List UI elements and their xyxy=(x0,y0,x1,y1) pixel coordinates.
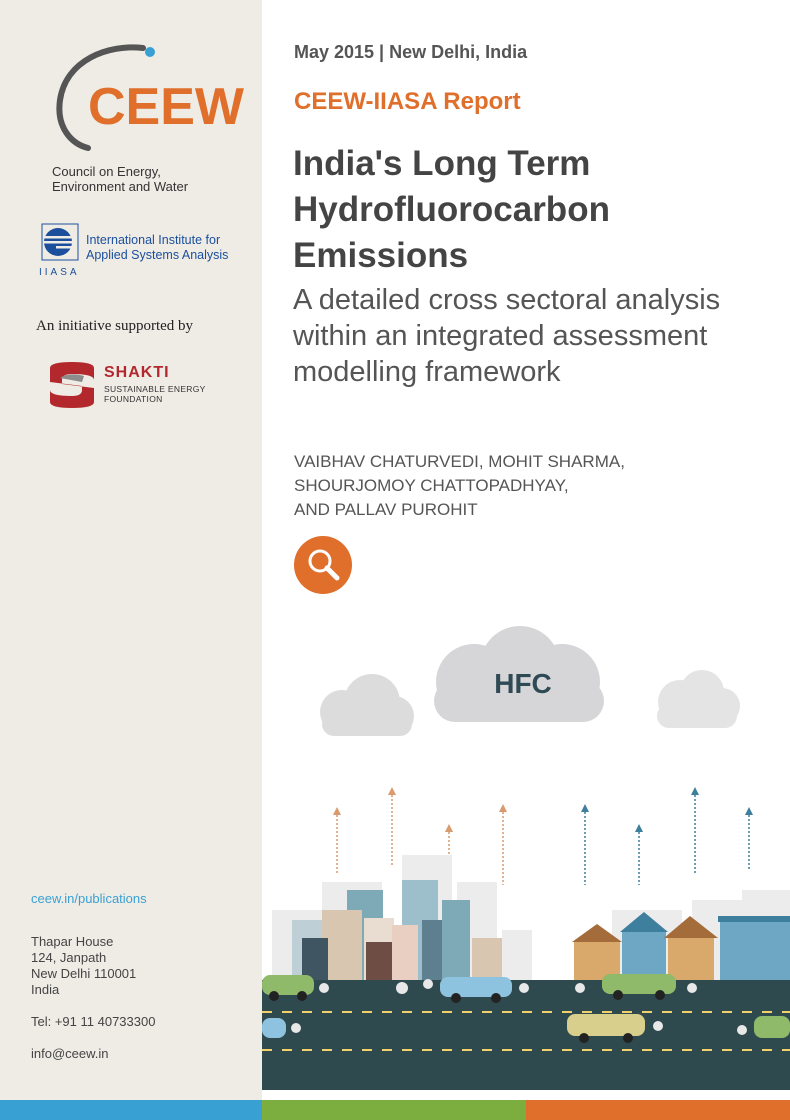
rising-arrows xyxy=(337,795,749,885)
shakti-name: SHAKTI xyxy=(104,364,170,381)
address-line: Thapar House xyxy=(31,934,114,949)
ceew-logo xyxy=(48,40,244,155)
author-line: SHOURJOMOY CHATTOPADHYAY, xyxy=(294,476,569,495)
footer-bar-green xyxy=(262,1100,526,1120)
address-line: New Delhi 110001 xyxy=(31,966,137,981)
shakti-subtitle xyxy=(104,384,234,404)
magnifier-icon xyxy=(294,536,352,594)
address-line: 124, Janpath xyxy=(31,950,107,965)
sidebar xyxy=(0,0,262,1100)
date-place: May 2015 | New Delhi, India xyxy=(294,42,528,62)
iiasa-logo-text: IIASA xyxy=(39,267,80,278)
cloud-right xyxy=(657,670,740,728)
hfc-label: HFC xyxy=(494,668,552,699)
email-link[interactable]: info@ceew.in xyxy=(31,1046,109,1061)
ceew-fullname-line1: Council on Energy, xyxy=(52,164,161,179)
road xyxy=(262,980,790,1090)
ceew-fullname xyxy=(52,164,252,194)
authors xyxy=(294,450,764,522)
cloud-left xyxy=(320,674,414,736)
footer-bar-blue xyxy=(0,1100,262,1120)
shakti-logo xyxy=(46,358,98,412)
publications-link[interactable]: ceew.in/publications xyxy=(31,891,147,906)
telephone: Tel: +91 11 40733300 xyxy=(31,1014,156,1029)
shakti-sub-line1: SUSTAINABLE ENERGY xyxy=(104,384,206,394)
iiasa-name-line1: International Institute for xyxy=(86,233,221,247)
iiasa-name-line2: Applied Systems Analysis xyxy=(86,248,229,262)
footer-bar-orange xyxy=(526,1100,790,1120)
report-type: CEEW-IIASA Report xyxy=(294,88,521,115)
city-illustration xyxy=(262,620,790,1100)
author-line: VAIBHAV CHATURVEDI, MOHIT SHARMA, xyxy=(294,452,625,471)
shakti-sub-line2: FOUNDATION xyxy=(104,394,163,404)
arrow-heads xyxy=(333,787,753,832)
report-subtitle: A detailed cross sectoral analysis within an integrated assessment modelling framework xyxy=(293,284,721,388)
initiative-text: An initiative supported by xyxy=(36,318,194,334)
iiasa-name xyxy=(86,233,256,263)
author-line: AND PALLAV PUROHIT xyxy=(294,500,478,519)
report-title: India's Long Term Hydrofluorocarbon Emissions xyxy=(293,144,610,275)
iiasa-logo xyxy=(36,222,84,278)
ceew-logo-text: CEEW xyxy=(88,78,244,136)
address-line: India xyxy=(31,982,60,997)
address xyxy=(31,934,136,998)
ceew-fullname-line2: Environment and Water xyxy=(52,179,189,194)
